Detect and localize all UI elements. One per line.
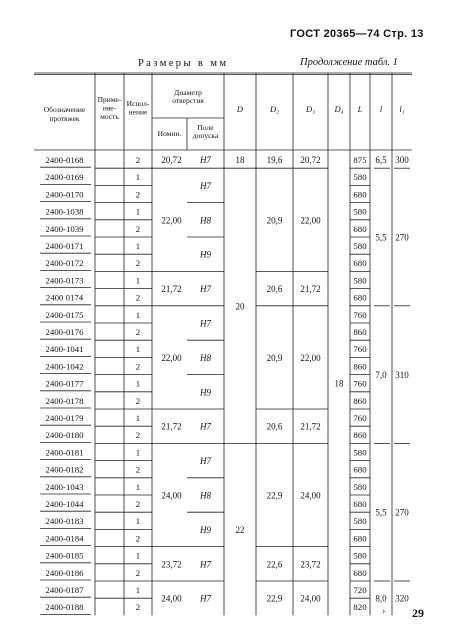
d2-value: 20,6 <box>266 421 283 432</box>
l1-value: 300 <box>395 155 409 166</box>
l-value: 6,5 <box>375 155 387 166</box>
row-designation: 2400-0181 <box>45 447 84 458</box>
d3-value: 24,00 <box>300 593 321 604</box>
L-value: 760 <box>353 309 367 320</box>
L-value: 680 <box>353 223 367 234</box>
row-version: 2 <box>135 602 141 613</box>
L-value: 580 <box>353 172 367 183</box>
row-version: 2 <box>135 361 141 372</box>
row-designation: 2400-1039 <box>45 223 84 234</box>
row-designation: 2400 0174 <box>45 292 84 303</box>
col-header-application: няе- <box>102 103 117 113</box>
row-designation: 2400-0178 <box>45 395 84 406</box>
d2-value: 20,9 <box>266 215 283 226</box>
d2-value: 19,6 <box>266 155 283 166</box>
col-header-D3: D₃ <box>305 104 316 114</box>
D4-value: 18 <box>334 378 344 389</box>
L-value: 760 <box>353 413 367 423</box>
tolerance-field: H8 <box>200 490 211 501</box>
col-header-version: нение <box>128 107 148 117</box>
L-value: 680 <box>353 464 367 475</box>
L-value: 580 <box>353 206 367 217</box>
row-version: 2 <box>135 430 141 441</box>
tolerance-field: H9 <box>200 249 211 260</box>
col-header-diameter: отверстия <box>172 96 204 105</box>
col-header-application: Приме- <box>97 95 122 104</box>
row-designation: 2400-1044 <box>45 499 84 509</box>
l-value: 5,5 <box>375 507 387 518</box>
row-designation: 2400-0180 <box>45 430 84 441</box>
col-header-L: L <box>357 104 363 114</box>
d2-value: 20,9 <box>266 352 283 363</box>
nominal-diameter: 20,72 <box>161 155 182 166</box>
d3-value: 22,00 <box>300 215 321 226</box>
row-designation: 2400-0170 <box>45 189 84 200</box>
col-header-nominal: Номин. <box>157 129 182 138</box>
L-value: 860 <box>353 327 367 337</box>
L-value: 680 <box>353 189 367 200</box>
D-value: 18 <box>235 155 245 166</box>
L-value: 875 <box>353 155 367 165</box>
L-value: 680 <box>353 258 367 269</box>
row-designation: 2400-0176 <box>45 327 84 337</box>
d3-value: 20,72 <box>300 155 321 166</box>
l1-value: 270 <box>395 507 409 518</box>
row-designation: 2400-0188 <box>45 602 84 613</box>
row-version: 1 <box>135 344 141 355</box>
col-header-D: D <box>236 104 244 114</box>
row-designation: 2400-0179 <box>45 413 84 423</box>
nominal-diameter: 24,00 <box>161 593 182 604</box>
row-version: 1 <box>135 172 141 183</box>
row-designation: 2400-0177 <box>45 378 84 389</box>
col-header-tolerance: допуска <box>192 131 219 140</box>
row-version: 2 <box>135 327 141 337</box>
L-value: 580 <box>353 241 367 251</box>
L-value: 860 <box>353 361 367 372</box>
d2-value: 22,9 <box>266 490 283 501</box>
row-version: 1 <box>135 413 141 423</box>
continuation-caption: Продолжение табл. 1 <box>300 57 398 68</box>
L-value: 860 <box>353 430 367 441</box>
L-value: 680 <box>353 499 367 509</box>
tolerance-field: H7 <box>200 456 211 467</box>
nominal-diameter: 22,00 <box>161 352 182 363</box>
row-version: 2 <box>135 567 141 578</box>
D-value: 20 <box>235 301 245 312</box>
L-value: 580 <box>353 550 367 561</box>
page-mark: › <box>382 606 386 617</box>
L-value: 680 <box>353 292 367 303</box>
row-designation: 2400-0183 <box>45 516 84 527</box>
gost-header: ГОСТ 20365—74 Стр. 13 <box>290 28 424 40</box>
D-value: 22 <box>235 524 245 535</box>
col-header-l1: l₁ <box>399 104 405 114</box>
tolerance-field: H9 <box>200 387 211 398</box>
col-header-diameter: Диаметр <box>174 88 202 97</box>
l1-value: 310 <box>395 370 409 381</box>
nominal-diameter: 21,72 <box>161 421 182 432</box>
row-designation: 2400-0184 <box>45 533 84 544</box>
col-header-designation: протяжек <box>49 114 80 123</box>
L-value: 820 <box>353 602 367 613</box>
nominal-diameter: 23,72 <box>161 559 182 570</box>
page-number: 29 <box>412 606 424 620</box>
col-header-D4: D₄ <box>334 104 344 114</box>
col-header-version: Испол- <box>126 99 150 108</box>
tolerance-field: H7 <box>200 593 211 604</box>
row-designation: 2400-0185 <box>45 550 84 561</box>
nominal-diameter: 22,00 <box>161 215 182 226</box>
row-designation: 2400-0171 <box>45 241 84 251</box>
d3-value: 23,72 <box>300 559 321 570</box>
row-version: 1 <box>135 275 141 286</box>
row-designation: 2400-1043 <box>45 481 84 492</box>
L-value: 680 <box>353 533 367 544</box>
row-designation: 2400-1042 <box>45 361 84 372</box>
col-header-tolerance: Поле <box>197 123 214 132</box>
row-version: 1 <box>135 241 141 251</box>
L-value: 760 <box>353 378 367 389</box>
col-header-application: мость <box>100 112 119 121</box>
l-value: 5,5 <box>375 232 387 243</box>
row-version: 2 <box>135 292 141 303</box>
L-value: 580 <box>353 275 367 286</box>
l1-value: 270 <box>395 232 409 243</box>
nominal-diameter: 24,00 <box>161 490 182 501</box>
row-version: 2 <box>135 155 141 165</box>
d3-value: 24,00 <box>300 490 321 501</box>
row-version: 1 <box>135 309 141 320</box>
l-value: 8,0 <box>375 593 387 604</box>
l1-value: 320 <box>395 593 409 604</box>
row-designation: 2400-1041 <box>45 344 84 355</box>
d2-value: 20,6 <box>266 284 283 295</box>
tolerance-field: H7 <box>200 318 211 329</box>
row-designation: 2400-0173 <box>45 275 84 286</box>
tolerance-field: H7 <box>200 155 211 166</box>
nominal-diameter: 21,72 <box>161 284 182 295</box>
row-designation: 2400-0168 <box>45 155 84 165</box>
d3-value: 21,72 <box>300 421 321 432</box>
d3-value: 21,72 <box>300 284 321 295</box>
row-designation: 2400-0187 <box>45 585 84 595</box>
col-header-D2: D₂ <box>269 104 280 114</box>
row-designation: 2400-0182 <box>45 464 84 475</box>
L-value: 580 <box>353 481 367 492</box>
tolerance-field: H7 <box>200 421 211 432</box>
row-version: 1 <box>135 378 141 389</box>
row-version: 2 <box>135 189 141 200</box>
l-value: 7,0 <box>375 370 387 381</box>
row-version: 1 <box>135 550 141 561</box>
row-version: 2 <box>135 258 141 269</box>
row-designation: 2400-0169 <box>45 172 84 183</box>
L-value: 760 <box>353 344 367 355</box>
tolerance-field: H7 <box>200 180 211 191</box>
col-header-l: l <box>379 104 383 114</box>
row-designation: 2400-0186 <box>45 567 84 578</box>
L-value: 580 <box>353 447 367 458</box>
L-value: 680 <box>353 567 367 578</box>
row-version: 2 <box>135 395 141 406</box>
tolerance-field: H7 <box>200 559 211 570</box>
L-value: 720 <box>353 585 367 595</box>
row-version: 1 <box>135 585 141 595</box>
row-designation: 2400-0175 <box>45 309 84 320</box>
row-version: 2 <box>135 223 141 234</box>
tolerance-field: H8 <box>200 215 211 226</box>
d2-value: 22,9 <box>266 593 283 604</box>
row-version: 1 <box>135 516 141 527</box>
row-version: 2 <box>135 499 141 509</box>
row-version: 1 <box>135 447 141 458</box>
tolerance-field: H7 <box>200 284 211 295</box>
row-version: 2 <box>135 464 141 475</box>
row-designation: 2400-1038 <box>45 206 84 217</box>
tolerance-field: H8 <box>200 352 211 363</box>
units-caption: Размеры в мм <box>138 58 229 69</box>
d3-value: 22,00 <box>300 352 321 363</box>
L-value: 580 <box>353 516 367 527</box>
row-designation: 2400-0172 <box>45 258 84 269</box>
tolerance-field: H9 <box>200 524 211 535</box>
col-header-designation: Обозначение <box>43 105 86 114</box>
d2-value: 22,6 <box>266 559 283 570</box>
row-version: 2 <box>135 533 141 544</box>
row-version: 1 <box>135 206 141 217</box>
row-version: 1 <box>135 481 141 492</box>
L-value: 860 <box>353 395 367 406</box>
